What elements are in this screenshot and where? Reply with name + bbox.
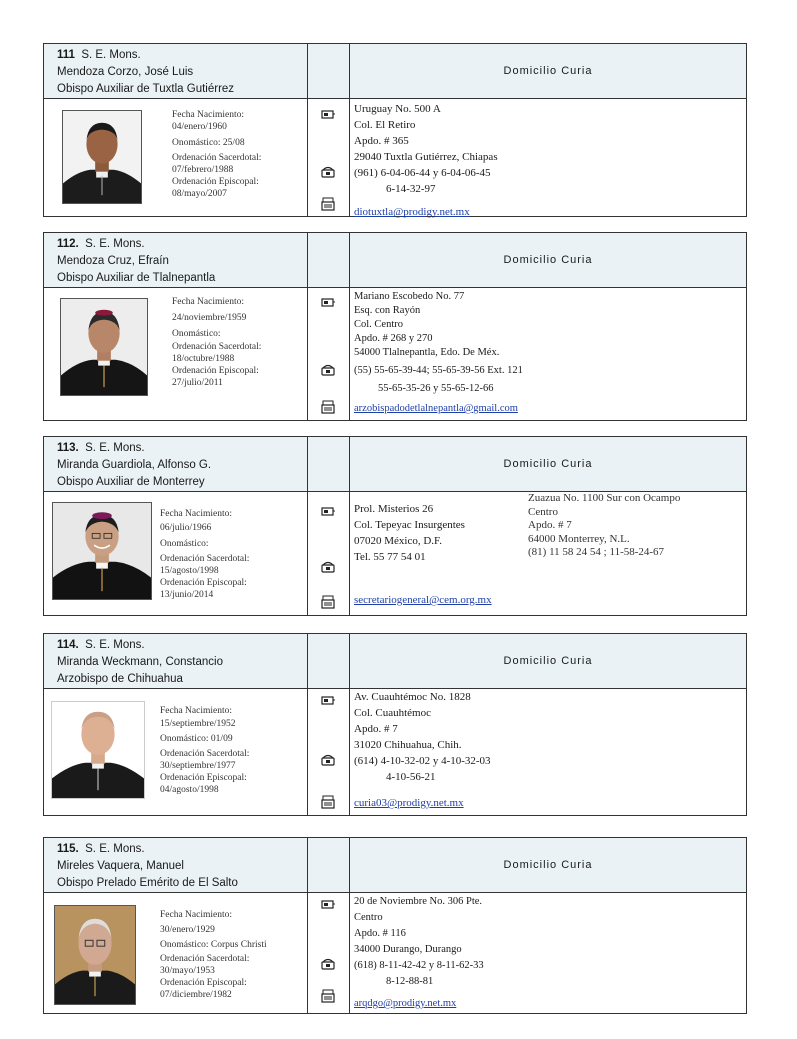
bishop-card-115 <box>43 837 747 1014</box>
info-line: Ordenación Sacerdotal: <box>172 341 262 352</box>
info-line: 27/julio/2011 <box>172 378 223 389</box>
header-domicilio-curia: Domicilio Curia <box>503 859 593 871</box>
info-line: Onomástico: 25/08 <box>172 138 245 149</box>
address-line: 20 de Noviembre No. 306 Pte. <box>354 896 483 907</box>
mailbox-icon <box>321 107 335 121</box>
contact-icons <box>308 689 350 815</box>
mailbox-icon <box>321 504 335 518</box>
info-line: Onomástico: Corpus Christi <box>160 940 267 951</box>
info-line: Ordenación Episcopal: <box>160 578 247 589</box>
header-domicilio-curia: Domicilio Curia <box>503 458 593 470</box>
info-line: 15/agosto/1998 <box>160 565 219 576</box>
bishop-photo <box>54 905 136 1005</box>
address-line: Av. Cuauhtémoc No. 1828 <box>354 691 471 703</box>
mailbox-icon <box>321 295 335 309</box>
address-line: Tel. 55 77 54 01 <box>354 551 426 563</box>
info-line: 13/junio/2014 <box>160 590 214 601</box>
bishop-prefix: S. E. Mons. <box>85 843 145 855</box>
email-link[interactable]: arqdgo@prodigy.net.mx <box>354 998 457 1009</box>
info-line: Fecha Nacimiento: <box>160 910 233 920</box>
curia-address <box>354 290 523 416</box>
email-link[interactable]: secretariogeneral@cem.org.mx <box>354 594 492 606</box>
curia-address <box>354 101 498 220</box>
header-icon-cell <box>308 838 350 892</box>
info-line: Fecha Nacimiento: <box>160 706 233 716</box>
curia-address <box>354 501 492 608</box>
bishop-prefix: S. E. Mons. <box>85 639 145 651</box>
address-line: Centro <box>528 505 558 518</box>
info-line: 30/mayo/1953 <box>160 965 215 976</box>
bishop-name: Miranda Weckmann, Constancio <box>57 656 223 668</box>
bishop-card-114 <box>43 633 747 816</box>
header-domicilio-curia: Domicilio Curia <box>503 65 593 77</box>
bishop-name-block <box>44 634 308 688</box>
bishop-details <box>44 893 308 1013</box>
address-line: 8-12-88-81 <box>386 976 434 987</box>
curia-address <box>354 894 484 1012</box>
info-line: 18/octubre/1988 <box>172 353 235 364</box>
card-header <box>44 838 746 893</box>
fax-icon <box>321 400 335 414</box>
bishop-card-111 <box>43 43 747 217</box>
phone-icon <box>321 165 335 179</box>
info-line: 30/enero/1929 <box>160 925 215 936</box>
address-line: (55) 55-65-39-44; 55-65-39-56 Ext. 121 <box>354 365 523 376</box>
header-icon-cell <box>308 44 350 98</box>
phone-icon <box>321 560 335 574</box>
address-line: Col. Centro <box>354 319 403 330</box>
bishop-title: Obispo Auxiliar de Tuxtla Gutiérrez <box>57 83 235 95</box>
info-line: Fecha Nacimiento: <box>172 110 245 120</box>
bishop-details <box>44 689 308 815</box>
bishop-prefix: S. E. Mons. <box>85 238 145 250</box>
address-line: 54000 Tlalnepantla, Edo. De Méx. <box>354 347 500 358</box>
address-line: Zuazua No. 1100 Sur con Ocampo <box>528 492 681 504</box>
bishop-info <box>172 296 261 389</box>
info-line: Ordenación Episcopal: <box>160 773 247 784</box>
info-line: Ordenación Sacerdotal: <box>160 553 250 564</box>
bishop-number: 111 <box>57 49 75 61</box>
address-line: 6-14-32-97 <box>386 183 436 195</box>
address-line: 29040 Tuxtla Gutiérrez, Chiapas <box>354 151 498 163</box>
info-line: Ordenación Episcopal: <box>172 177 259 188</box>
address-line: 55-65-35-26 y 55-65-12-66 <box>378 383 494 394</box>
bishop-number: 115. <box>57 843 79 855</box>
address-line: 64000 Monterrey, N.L. <box>528 532 630 545</box>
bishop-name: Miranda Guardiola, Alfonso G. <box>57 459 212 471</box>
bishop-photo <box>52 502 152 600</box>
address-line: Apdo. # 7 <box>354 723 398 735</box>
bishop-photo <box>60 298 148 396</box>
info-line: Onomástico: <box>172 329 221 340</box>
header-icon-cell <box>308 437 350 491</box>
bishop-card-113 <box>43 436 747 616</box>
address-line: Col. Cuauhtémoc <box>354 707 431 719</box>
fax-icon <box>321 595 335 609</box>
address-line: (81) 11 58 24 54 ; 11-58-24-67 <box>528 546 665 558</box>
phone-icon <box>321 363 335 377</box>
address-line: Uruguay No. 500 A <box>354 103 441 115</box>
bishop-info <box>160 508 249 601</box>
address-line: Esq. con Rayón <box>354 305 421 316</box>
fax-icon <box>321 989 335 1003</box>
bishop-title: Obispo Auxiliar de Tlalnepantla <box>57 272 216 284</box>
card-header <box>44 634 746 689</box>
address-line: Col. Tepeyac Insurgentes <box>354 519 465 531</box>
bishop-number: 112. <box>57 238 79 250</box>
info-line: Fecha Nacimiento: <box>160 509 233 519</box>
card-header <box>44 233 746 288</box>
bishop-details <box>44 99 308 216</box>
info-line: 24/noviembre/1959 <box>172 313 247 324</box>
info-line: Ordenación Sacerdotal: <box>160 953 250 964</box>
contact-icons <box>308 492 350 615</box>
phone-icon <box>321 957 335 971</box>
bishop-number: 114. <box>57 639 79 651</box>
bishop-name: Mireles Vaquera, Manuel <box>57 860 184 872</box>
bishop-prefix: S. E. Mons. <box>85 442 145 454</box>
header-icon-cell <box>308 233 350 287</box>
curia-address-secondary <box>528 492 680 560</box>
email-link[interactable]: curia03@prodigy.net.mx <box>354 797 464 809</box>
contact-icons <box>308 288 350 420</box>
address-line: (618) 8-11-42-42 y 8-11-62-33 <box>354 960 484 971</box>
fax-icon <box>321 197 335 211</box>
info-line: Ordenación Sacerdotal: <box>172 152 262 163</box>
bishop-name-block <box>44 233 308 287</box>
address-line: Apdo. # 116 <box>354 928 406 939</box>
mailbox-icon <box>321 897 335 911</box>
address-line: Prol. Misterios 26 <box>354 503 434 515</box>
info-line: Ordenación Sacerdotal: <box>160 748 250 759</box>
bishop-name: Mendoza Cruz, Efraín <box>57 255 169 267</box>
address-line: Col. El Retiro <box>354 119 416 131</box>
phone-icon <box>321 753 335 767</box>
bishop-details <box>44 492 308 615</box>
email-link[interactable]: diotuxtla@prodigy.net.mx <box>354 206 470 218</box>
mailbox-icon <box>321 693 335 707</box>
info-line: 07/febrero/1988 <box>172 164 234 175</box>
address-line: Apdo. # 365 <box>354 135 409 147</box>
bishop-info <box>160 909 267 1001</box>
bishop-info <box>160 705 249 796</box>
bishop-name: Mendoza Corzo, José Luis <box>57 66 194 78</box>
header-icon-cell <box>308 634 350 688</box>
info-line: 07/diciembre/1982 <box>160 990 232 1001</box>
curia-address <box>354 689 491 811</box>
bishop-name-block <box>44 838 308 892</box>
contact-icons <box>308 99 350 216</box>
bishop-name-block <box>44 437 308 491</box>
info-line: 04/agosto/1998 <box>160 785 219 796</box>
info-line: Fecha Nacimiento: <box>172 297 245 307</box>
fax-icon <box>321 795 335 809</box>
address-line: Centro <box>354 912 383 923</box>
address-line: (614) 4-10-32-02 y 4-10-32-03 <box>354 755 491 767</box>
bishop-info <box>172 109 261 200</box>
bishop-photo <box>62 110 142 204</box>
bishop-title: Arzobispo de Chihuahua <box>57 673 183 685</box>
info-line: 08/mayo/2007 <box>172 189 227 200</box>
header-domicilio-curia: Domicilio Curia <box>503 655 593 667</box>
bishop-number: 113. <box>57 442 79 454</box>
bishop-card-112 <box>43 232 747 421</box>
info-line: 06/julio/1966 <box>160 523 212 534</box>
info-line: Ordenación Episcopal: <box>172 366 259 377</box>
bishop-details <box>44 288 308 420</box>
address-line: 4-10-56-21 <box>386 771 436 783</box>
header-domicilio-curia: Domicilio Curia <box>503 254 593 266</box>
card-header <box>44 44 746 99</box>
address-line: 07020 México, D.F. <box>354 535 443 547</box>
address-line: Apdo. # 7 <box>528 519 572 531</box>
info-line: Onomástico: 01/09 <box>160 734 233 745</box>
info-line: Onomástico: <box>160 539 209 550</box>
info-line: 30/septiembre/1977 <box>160 760 236 771</box>
bishop-name-block <box>44 44 308 98</box>
address-line: (961) 6-04-06-44 y 6-04-06-45 <box>354 167 491 179</box>
bishop-title: Obispo Prelado Emérito de El Salto <box>57 877 238 889</box>
bishop-photo <box>51 701 145 799</box>
card-header <box>44 437 746 492</box>
address-line: Mariano Escobedo No. 77 <box>354 291 465 302</box>
address-line: 31020 Chihuahua, Chih. <box>354 739 462 751</box>
contact-icons <box>308 893 350 1013</box>
bishop-prefix: S. E. Mons. <box>81 49 141 61</box>
email-link[interactable]: arzobispadodetlalnepantla@gmail.com <box>354 403 518 414</box>
address-line: Apdo. # 268 y 270 <box>354 333 433 344</box>
bishop-title: Obispo Auxiliar de Monterrey <box>57 476 205 488</box>
address-line: 34000 Durango, Durango <box>354 944 462 955</box>
info-line: 15/septiembre/1952 <box>160 719 236 730</box>
info-line: 04/enero/1960 <box>172 122 227 133</box>
info-line: Ordenación Episcopal: <box>160 978 247 989</box>
